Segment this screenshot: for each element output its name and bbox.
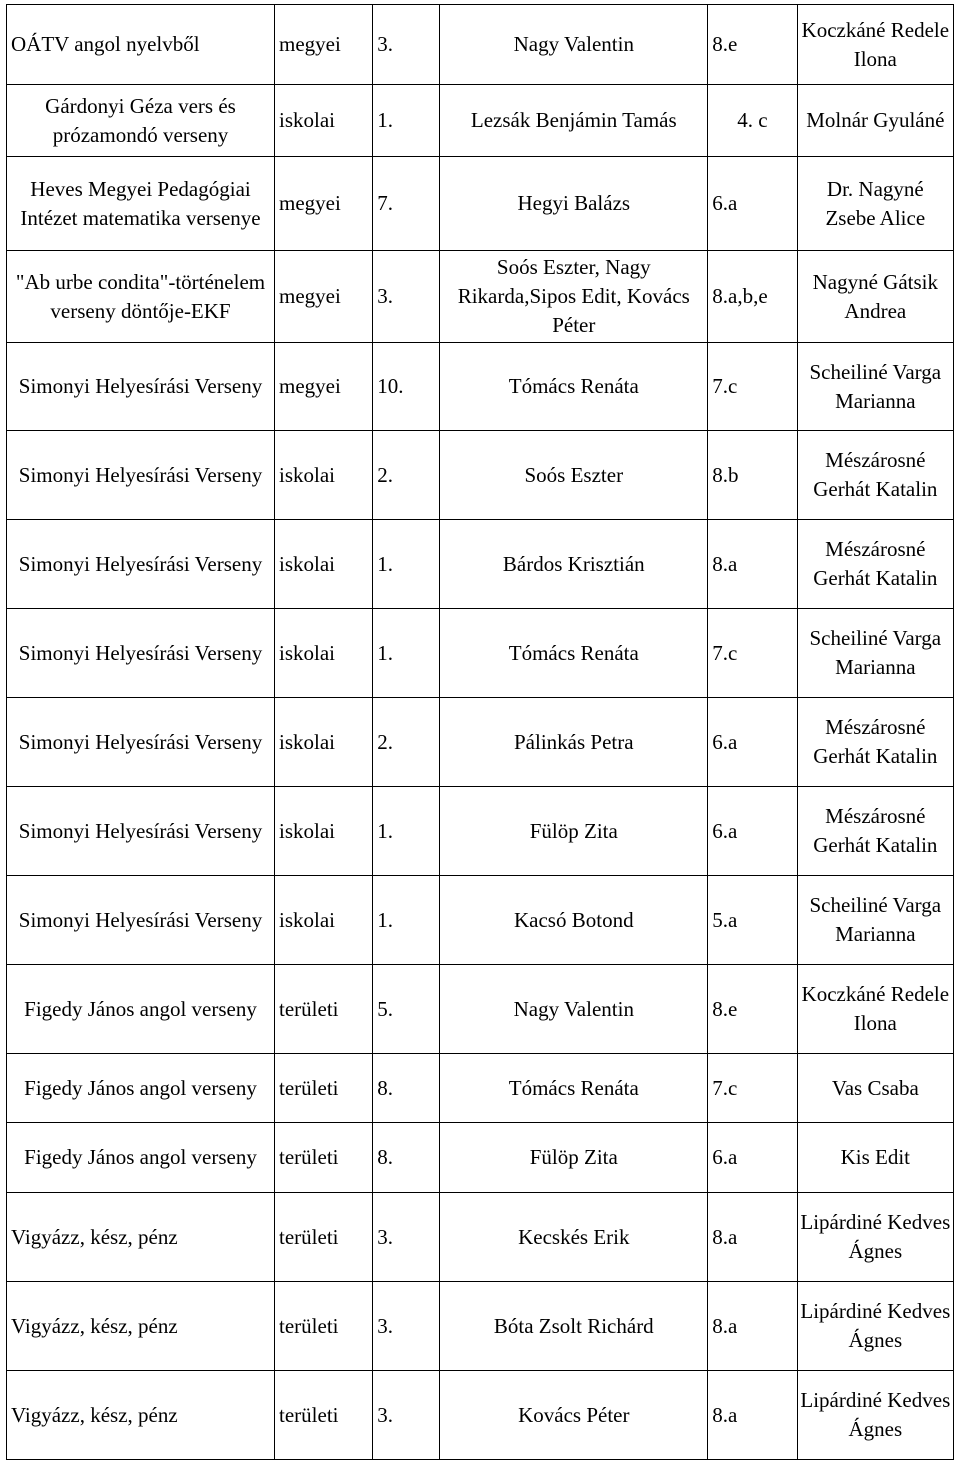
results-table-body xyxy=(7,5,954,1460)
level-cell: megyei xyxy=(275,5,373,85)
student-cell: Kecskés Erik xyxy=(440,1193,708,1282)
level-cell: területi xyxy=(275,1371,373,1460)
level-cell: területi xyxy=(275,1282,373,1371)
place-cell: 7. xyxy=(373,157,440,251)
contest-cell: Simonyi Helyesírási Verseny xyxy=(7,343,275,431)
class-cell: 7.c xyxy=(708,343,797,431)
level-cell: megyei xyxy=(275,343,373,431)
teacher-cell: Mészárosné Gerhát Katalin xyxy=(797,698,953,787)
teacher-cell: Lipárdiné Kedves Ágnes xyxy=(797,1282,953,1371)
place-cell: 3. xyxy=(373,251,440,343)
contest-cell: Simonyi Helyesírási Verseny xyxy=(7,520,275,609)
teacher-cell: Scheiliné Varga Marianna xyxy=(797,343,953,431)
class-cell: 5.a xyxy=(708,876,797,965)
results-table xyxy=(6,4,954,1460)
student-cell: Bárdos Krisztián xyxy=(440,520,708,609)
contest-cell: Simonyi Helyesírási Verseny xyxy=(7,698,275,787)
level-cell: iskolai xyxy=(275,698,373,787)
table-row xyxy=(7,5,954,85)
place-cell: 1. xyxy=(373,520,440,609)
table-row xyxy=(7,431,954,520)
level-cell: területi xyxy=(275,1054,373,1123)
class-cell: 7.c xyxy=(708,1054,797,1123)
teacher-cell: Koczkáné Redele Ilona xyxy=(797,965,953,1054)
contest-cell: Vigyázz, kész, pénz xyxy=(7,1193,275,1282)
place-cell: 3. xyxy=(373,1193,440,1282)
class-cell: 8.a xyxy=(708,520,797,609)
place-cell: 3. xyxy=(373,1282,440,1371)
class-cell: 4. c xyxy=(708,85,797,157)
contest-cell: Simonyi Helyesírási Verseny xyxy=(7,876,275,965)
student-cell: Tómács Renáta xyxy=(440,1054,708,1123)
student-cell: Kacsó Botond xyxy=(440,876,708,965)
student-cell: Hegyi Balázs xyxy=(440,157,708,251)
place-cell: 3. xyxy=(373,5,440,85)
level-cell: iskolai xyxy=(275,787,373,876)
class-cell: 8.e xyxy=(708,5,797,85)
level-cell: iskolai xyxy=(275,431,373,520)
student-cell: Nagy Valentin xyxy=(440,965,708,1054)
table-row xyxy=(7,157,954,251)
teacher-cell: Nagyné Gátsik Andrea xyxy=(797,251,953,343)
place-cell: 1. xyxy=(373,787,440,876)
table-row xyxy=(7,343,954,431)
level-cell: megyei xyxy=(275,251,373,343)
level-cell: területi xyxy=(275,1123,373,1193)
table-row xyxy=(7,698,954,787)
place-cell: 2. xyxy=(373,431,440,520)
place-cell: 8. xyxy=(373,1054,440,1123)
teacher-cell: Dr. Nagyné Zsebe Alice xyxy=(797,157,953,251)
class-cell: 6.a xyxy=(708,787,797,876)
place-cell: 1. xyxy=(373,609,440,698)
teacher-cell: Mészárosné Gerhát Katalin xyxy=(797,787,953,876)
contest-cell: OÁTV angol nyelvből xyxy=(7,5,275,85)
teacher-cell: Scheiliné Varga Marianna xyxy=(797,609,953,698)
place-cell: 1. xyxy=(373,876,440,965)
level-cell: iskolai xyxy=(275,520,373,609)
class-cell: 8.a xyxy=(708,1282,797,1371)
student-cell: Nagy Valentin xyxy=(440,5,708,85)
class-cell: 8.a xyxy=(708,1193,797,1282)
table-row xyxy=(7,85,954,157)
contest-cell: Simonyi Helyesírási Verseny xyxy=(7,609,275,698)
class-cell: 8.a xyxy=(708,1371,797,1460)
contest-cell: "Ab urbe condita"-történelem verseny döntője-EKF xyxy=(7,251,275,343)
table-row xyxy=(7,965,954,1054)
contest-cell: Vigyázz, kész, pénz xyxy=(7,1282,275,1371)
level-cell: iskolai xyxy=(275,609,373,698)
student-cell: Soós Eszter xyxy=(440,431,708,520)
place-cell: 1. xyxy=(373,85,440,157)
student-cell: Bóta Zsolt Richárd xyxy=(440,1282,708,1371)
contest-cell: Figedy János angol verseny xyxy=(7,1054,275,1123)
table-row xyxy=(7,609,954,698)
teacher-cell: Lipárdiné Kedves Ágnes xyxy=(797,1371,953,1460)
class-cell: 6.a xyxy=(708,1123,797,1193)
contest-cell: Figedy János angol verseny xyxy=(7,965,275,1054)
contest-cell: Vigyázz, kész, pénz xyxy=(7,1371,275,1460)
student-cell: Tómács Renáta xyxy=(440,609,708,698)
place-cell: 8. xyxy=(373,1123,440,1193)
student-cell: Pálinkás Petra xyxy=(440,698,708,787)
class-cell: 8.b xyxy=(708,431,797,520)
teacher-cell: Koczkáné Redele Ilona xyxy=(797,5,953,85)
class-cell: 8.e xyxy=(708,965,797,1054)
table-row xyxy=(7,1054,954,1123)
table-row xyxy=(7,1371,954,1460)
place-cell: 3. xyxy=(373,1371,440,1460)
contest-cell: Simonyi Helyesírási Verseny xyxy=(7,787,275,876)
table-row xyxy=(7,251,954,343)
table-row xyxy=(7,1282,954,1371)
student-cell: Fülöp Zita xyxy=(440,787,708,876)
teacher-cell: Lipárdiné Kedves Ágnes xyxy=(797,1193,953,1282)
place-cell: 5. xyxy=(373,965,440,1054)
teacher-cell: Mészárosné Gerhát Katalin xyxy=(797,431,953,520)
level-cell: iskolai xyxy=(275,85,373,157)
student-cell: Soós Eszter, Nagy Rikarda,Sipos Edit, Kovács Péter xyxy=(440,251,708,343)
level-cell: iskolai xyxy=(275,876,373,965)
level-cell: területi xyxy=(275,965,373,1054)
teacher-cell: Scheiliné Varga Marianna xyxy=(797,876,953,965)
contest-cell: Gárdonyi Géza vers és prózamondó verseny xyxy=(7,85,275,157)
table-row xyxy=(7,876,954,965)
student-cell: Lezsák Benjámin Tamás xyxy=(440,85,708,157)
place-cell: 10. xyxy=(373,343,440,431)
class-cell: 6.a xyxy=(708,698,797,787)
place-cell: 2. xyxy=(373,698,440,787)
class-cell: 8.a,b,e xyxy=(708,251,797,343)
level-cell: megyei xyxy=(275,157,373,251)
teacher-cell: Molnár Gyuláné xyxy=(797,85,953,157)
table-row xyxy=(7,520,954,609)
level-cell: területi xyxy=(275,1193,373,1282)
teacher-cell: Mészárosné Gerhát Katalin xyxy=(797,520,953,609)
class-cell: 6.a xyxy=(708,157,797,251)
table-row xyxy=(7,787,954,876)
contest-cell: Simonyi Helyesírási Verseny xyxy=(7,431,275,520)
student-cell: Tómács Renáta xyxy=(440,343,708,431)
table-row xyxy=(7,1193,954,1282)
class-cell: 7.c xyxy=(708,609,797,698)
contest-cell: Figedy János angol verseny xyxy=(7,1123,275,1193)
table-row xyxy=(7,1123,954,1193)
teacher-cell: Kis Edit xyxy=(797,1123,953,1193)
teacher-cell: Vas Csaba xyxy=(797,1054,953,1123)
student-cell: Kovács Péter xyxy=(440,1371,708,1460)
student-cell: Fülöp Zita xyxy=(440,1123,708,1193)
contest-cell: Heves Megyei Pedagógiai Intézet matematika versenye xyxy=(7,157,275,251)
